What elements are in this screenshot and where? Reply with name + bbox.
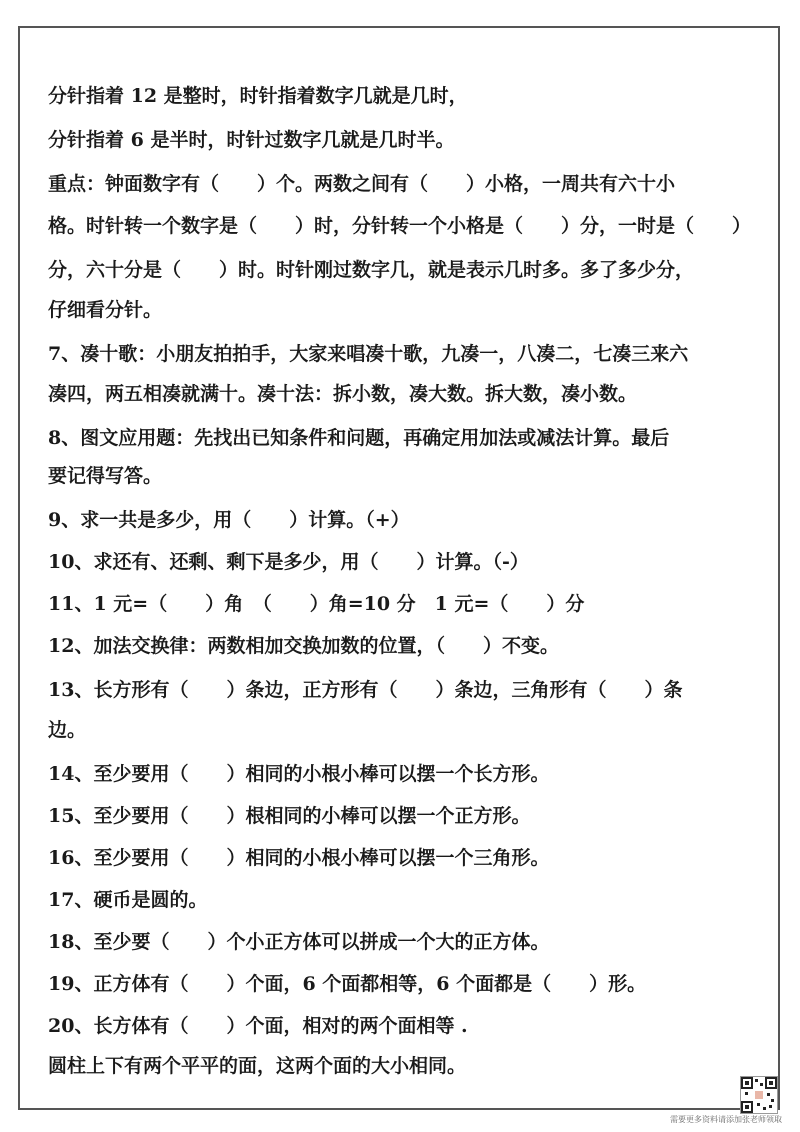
text-line: 格。时针转一个数字是（ ）时，分针转一个小格是（ ）分，一时是（ ） — [48, 215, 752, 237]
text-line: 14、至少要用（ ）相同的小根小棒可以摆一个长方形。 — [48, 763, 550, 785]
text-line: 19、正方体有（ ）个面，6 个面都相等，6 个面都是（ ）形。 — [48, 973, 647, 995]
text-line: 18、至少要（ ）个小正方体可以拼成一个大的正方体。 — [48, 931, 550, 953]
text-line: 7、凑十歌：小朋友拍拍手，大家来唱凑十歌，九凑一，八凑二，七凑三来六 — [48, 343, 689, 365]
text-line: 边。 — [48, 719, 87, 741]
text-line: 8、图文应用题：先找出已知条件和问题，再确定用加法或减法计算。最后 — [48, 427, 670, 449]
text-line: 13、长方形有（ ）条边，正方形有（ ）条边，三角形有（ ）条 — [48, 679, 683, 701]
text-line: 分，六十分是（ ）时。时针刚过数字几，就是表示几时多。多了多少分， — [48, 259, 695, 281]
footer-caption: 需要更多资料请添加张老师领取 — [670, 1115, 782, 1124]
text-line: 要记得写答。 — [48, 465, 163, 487]
text-line: 16、至少要用（ ）相同的小根小棒可以摆一个三角形。 — [48, 847, 550, 869]
text-line: 凑四，两五相凑就满十。凑十法：拆小数，凑大数。拆大数，凑小数。 — [48, 383, 638, 405]
text-line: 15、至少要用（ ）根相同的小棒可以摆一个正方形。 — [48, 805, 531, 827]
text-line: 分针指着 6 是半时，时针过数字几就是几时半。 — [48, 129, 455, 151]
text-line: 重点：钟面数字有（ ）个。两数之间有（ ）小格，一周共有六十小 — [48, 173, 676, 195]
text-line: 11、1 元=（ ）角 （ ）角=10 分 1 元=（ ）分 — [48, 593, 585, 615]
text-line: 10、求还有、还剩、剩下是多少，用（ ）计算。（-） — [48, 551, 529, 573]
text-line: 17、硬币是圆的。 — [48, 889, 208, 911]
text-line: 20、长方体有（ ）个面，相对的两个面相等 . — [48, 1015, 468, 1037]
text-line: 仔细看分针。 — [48, 299, 163, 321]
text-line: 12、加法交换律：两数相加交换加数的位置，（ ）不变。 — [48, 635, 559, 657]
text-line: 9、求一共是多少，用（ ）计算。（+） — [48, 509, 410, 531]
text-line: 分针指着 12 是整时，时针指着数字几就是几时， — [48, 85, 468, 107]
qr-code-icon — [740, 1076, 778, 1114]
text-line: 圆柱上下有两个平平的面，这两个面的大小相同。 — [48, 1055, 467, 1077]
